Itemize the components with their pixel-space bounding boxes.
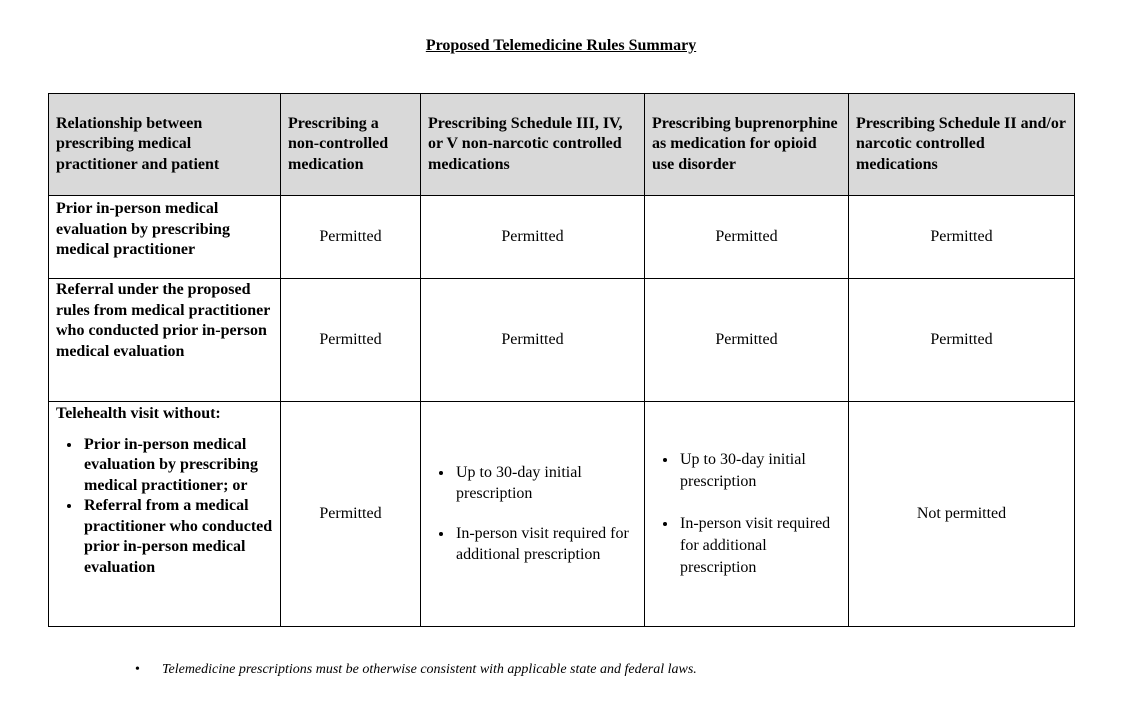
- header-buprenorphine: Prescribing buprenorphine as medication for opioid use disorder: [645, 94, 849, 196]
- cell-non-controlled: Permitted: [281, 402, 421, 627]
- list-item: • Up to 30-day initial prescription: [678, 449, 841, 493]
- cell-schedule-iii-v: Permitted: [421, 196, 645, 279]
- row-relationship-cell: Referral under the proposed rules from medical practitioner who conducted prior in-person medical evaluation: [49, 279, 281, 402]
- list-item: • Prior in-person medical evaluation by prescribing medical practitioner; or: [82, 435, 273, 497]
- table-row: [49, 402, 1075, 627]
- list-item: • Up to 30-day initial prescription: [454, 463, 637, 504]
- cell-schedule-ii: Permitted: [849, 279, 1075, 402]
- buprenorphine-list: [652, 449, 841, 579]
- cell-non-controlled: Permitted: [281, 196, 421, 279]
- header-non-controlled: Prescribing a non-controlled medication: [281, 94, 421, 196]
- list-item: • In-person visit required for additional prescription: [454, 524, 637, 565]
- row-relationship-cell: [49, 402, 281, 627]
- bullet-icon: •: [135, 662, 140, 677]
- telehealth-heading: Telehealth visit without:: [56, 405, 221, 422]
- row-relationship-cell: Prior in-person medical evaluation by prescribing medical practitioner: [49, 196, 281, 279]
- cell-schedule-iii-v: [421, 402, 645, 627]
- cell-schedule-ii: Not permitted: [849, 402, 1075, 627]
- list-item: • Referral from a medical practitioner who conducted prior in-person medical evaluation: [82, 496, 273, 578]
- cell-buprenorphine: [645, 402, 849, 627]
- header-schedule-iii-v: Prescribing Schedule III, IV, or V non-narcotic controlled medications: [421, 94, 645, 196]
- page-title: Proposed Telemedicine Rules Summary: [425, 37, 697, 54]
- cell-schedule-iii-v: Permitted: [421, 279, 645, 402]
- table-header-row: [49, 94, 1075, 196]
- rules-summary-table: [48, 93, 1075, 627]
- telehealth-conditions-list: [56, 435, 273, 579]
- footnote-text: Telemedicine prescriptions must be otherwise consistent with applicable state and federal laws.: [162, 662, 697, 677]
- header-relationship: Relationship between prescribing medical practitioner and patient: [49, 94, 281, 196]
- cell-buprenorphine: Permitted: [645, 279, 849, 402]
- table-row: [49, 279, 1075, 402]
- footnote: [135, 662, 697, 678]
- cell-non-controlled: Permitted: [281, 279, 421, 402]
- schedule-iii-v-list: [428, 463, 637, 565]
- table-row: [49, 196, 1075, 279]
- cell-schedule-ii: Permitted: [849, 196, 1075, 279]
- list-item: • In-person visit required for additional prescription: [678, 513, 841, 579]
- header-schedule-ii: Prescribing Schedule II and/or narcotic controlled medications: [849, 94, 1075, 196]
- cell-buprenorphine: Permitted: [645, 196, 849, 279]
